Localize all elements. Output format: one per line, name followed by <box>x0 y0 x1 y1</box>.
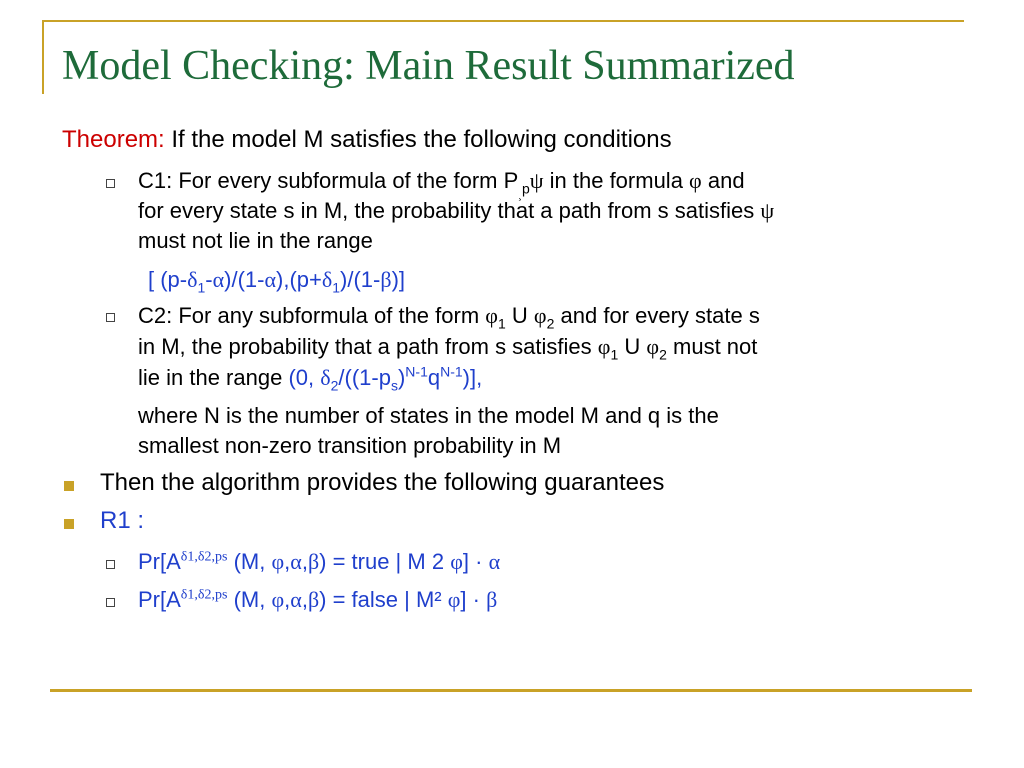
c2-phi: φ <box>485 303 498 328</box>
title-corner-rule-horizontal <box>42 20 964 22</box>
c1-range-delta: δ <box>321 267 333 292</box>
c2-range-part: )], <box>462 365 483 390</box>
guarantee-sup: δ1,δ2,ps <box>180 587 228 603</box>
c2-phi: φ <box>533 303 547 328</box>
c2-range-part: /((1-p <box>338 365 391 390</box>
c2-phi: φ <box>597 334 611 359</box>
c1-line-3: must not lie in the range <box>138 228 373 253</box>
guarantee-part: Pr[A <box>138 549 181 574</box>
c2-line-1 <box>138 302 760 332</box>
c1-psi: ψ <box>529 168 544 193</box>
guarantee-bound: α <box>488 549 501 574</box>
guarantee-part: Pr[A <box>138 587 181 612</box>
guarantee-part: (M, <box>227 549 272 574</box>
guarantee-2-bullet-icon <box>106 598 115 607</box>
c1-range-sub: 1 <box>197 279 206 296</box>
c2-label: C2: <box>138 303 173 328</box>
title-corner-rule-vertical <box>42 20 44 94</box>
theorem-label: Theorem: <box>62 126 165 153</box>
c2-range-sub-s: s <box>390 377 398 394</box>
slide-title: Model Checking: Main Result Summarized <box>62 43 795 89</box>
c2-line-3-text: lie in the range <box>138 365 289 390</box>
guarantee-part: , <box>284 587 291 612</box>
c2-line-3 <box>138 363 483 394</box>
c2-line-2 <box>138 333 758 363</box>
c1-range-alpha: α <box>212 267 225 292</box>
c1-range <box>148 266 406 296</box>
c2-where-line-2: smallest non-zero transition probability in M <box>138 433 562 458</box>
c1-range-part: )/(1- <box>224 267 265 292</box>
theorem-line <box>62 126 672 153</box>
guarantee-part: ) = false | M² <box>319 587 448 612</box>
c2-range-part: ) <box>397 365 406 390</box>
guarantee-2 <box>138 586 497 613</box>
c2-line-2-text: in M, the probability that a path from s satisfies <box>138 334 598 359</box>
guarantee-part: , <box>301 549 308 574</box>
c1-bullet-icon <box>106 179 115 188</box>
guarantee-part: , <box>284 549 291 574</box>
c1-range-delta: δ <box>187 267 198 292</box>
c2-range-part: (0, <box>288 365 321 390</box>
c2-sub: 1 <box>497 315 506 332</box>
guarantee-phi: φ <box>450 549 463 574</box>
c2-text: For any subformula of the form <box>172 303 486 328</box>
guarantee-part: ) = true | M 2 <box>319 549 451 574</box>
guarantee-part: ] · <box>460 587 487 612</box>
c2-text-2: and for every state s <box>554 303 760 328</box>
c2-range-delta: δ <box>320 365 331 390</box>
guarantee-part: (M, <box>227 587 272 612</box>
c2-range <box>288 363 483 394</box>
then-line: Then the algorithm provides the following guarantees <box>100 469 665 496</box>
c2-sub: 2 <box>659 346 667 363</box>
guarantee-part: , <box>301 587 308 612</box>
c1-text: For every subformula of the form P <box>172 168 519 193</box>
c1-range-part: )] <box>391 267 406 292</box>
c1-text-3: and <box>701 168 745 193</box>
then-bullet-icon <box>64 481 74 491</box>
c1-line-2 <box>138 197 774 224</box>
c2-until: U <box>618 334 647 359</box>
guarantee-bound: β <box>486 587 498 612</box>
c1-range-beta: β <box>380 267 392 292</box>
c1-line-1 <box>138 167 745 199</box>
guarantee-phi: φ <box>447 587 461 612</box>
c1-small-mark: ¸ <box>518 189 522 201</box>
guarantee-1 <box>138 548 500 575</box>
c1-range-alpha: α <box>264 267 277 292</box>
c1-label: C1: <box>138 168 173 193</box>
guarantee-beta: β <box>307 549 320 574</box>
c1-range-part: )/(1- <box>340 267 381 292</box>
guarantee-alpha: α <box>290 587 302 612</box>
c1-phi: φ <box>689 168 702 193</box>
c1-range-part: ),(p+ <box>276 267 322 292</box>
c2-range-sup: N-1 <box>405 363 428 380</box>
guarantee-beta: β <box>307 587 320 612</box>
guarantee-alpha: α <box>290 549 302 574</box>
c1-line-2-text: for every state s in M, the probability that a path from s satisfies <box>138 198 761 223</box>
guarantee-1-bullet-icon <box>106 560 115 569</box>
c1-range-sub: 1 <box>332 279 341 296</box>
c1-text-2: in the formula <box>543 168 690 193</box>
c2-range-sub: 2 <box>330 377 339 394</box>
c2-where-line-1: where N is the number of states in the model M and q is the <box>138 403 719 428</box>
r1-bullet-icon <box>64 519 74 529</box>
c1-range-part: [ (p- <box>148 267 188 292</box>
c2-until: U <box>505 303 534 328</box>
r1-label: R1 : <box>100 507 145 534</box>
guarantee-phi: φ <box>271 549 285 574</box>
c2-sub: 1 <box>610 346 619 363</box>
c2-range-sup: N-1 <box>440 363 463 380</box>
c2-line-2-text-2: must not <box>666 334 758 359</box>
c2-range-part: q <box>427 365 441 390</box>
theorem-text: If the model M satisfies the following conditions <box>164 126 672 153</box>
c1-range-part: - <box>205 267 213 292</box>
guarantee-phi: φ <box>271 587 285 612</box>
guarantee-part: ] · <box>462 549 489 574</box>
guarantee-sup: δ1,δ2,ps <box>180 549 228 565</box>
c1-line-2-psi: ψ <box>760 198 775 223</box>
footer-rule <box>50 689 972 692</box>
c2-bullet-icon <box>106 313 115 322</box>
c2-sub: 2 <box>546 315 555 332</box>
c2-phi: φ <box>646 334 660 359</box>
c1-sub-p: p <box>521 180 530 197</box>
